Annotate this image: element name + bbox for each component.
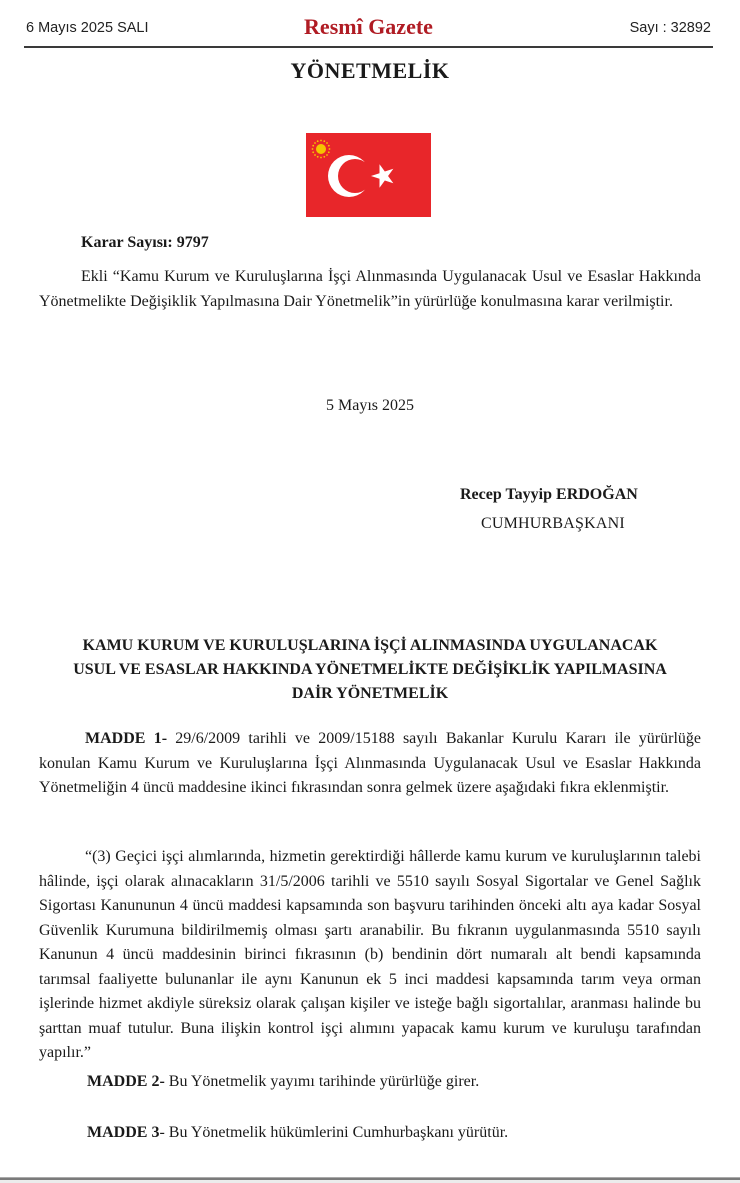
turkish-presidential-flag-icon — [306, 133, 431, 217]
issue-number: Sayı : 32892 — [629, 20, 711, 36]
signature-date: 5 Mayıs 2025 — [326, 397, 414, 414]
added-paragraph: “(3) Geçici işçi alımlarında, hizmetin gerektirdiği hâllerde kamu kurum ve kuruluşlarının talebi hâlinde, işçi olarak alınacakların 31/5/2006 tarihli ve 5510 sayılı Sosyal Sigortalar ve Genel Sağlık Sigortası Kanununun 4 üncü maddesi kapsamında son başvuru tarihinden önceki altı aya kadar Sosyal Güvenlik Kurumuna bildirilmemiş olması şartı aranabilir. Bu fıkranın uygulanmasında 5510 sayılı Kanunun 4 üncü maddesinin birinci fıkrasının (b) bendinin dört numaralı alt bendi kapsamında tarımsal faaliyette bulunanlar ile aynı Kanunun ek 5 inci maddesi kapsamında tarım veya orman işlerinde hizmet akdiyle süreksiz olarak çalışan kişiler ve isteğe bağlı sigortalılar, aranması halinde bu şarttan muaf tutulur. Buna ilişkin kontrol işçi alımını yapacak kamu kurum ve kuruluşu tarafından yapılır.” — [39, 848, 701, 1061]
regulation-title-line: DAİR YÖNETMELİK — [291, 685, 449, 702]
gazette-title: Resmî Gazete — [304, 14, 433, 39]
regulation-title-line: KAMU KURUM VE KURULUŞLARINA İŞÇİ ALINMASINDA UYGULANACAK — [82, 637, 658, 654]
article-label: MADDE 2- — [87, 1073, 165, 1090]
article-label: MADDE 3 — [87, 1124, 160, 1141]
intro-paragraph: Ekli “Kamu Kurum ve Kuruluşlarına İşçi Alınmasında Uygulanacak Usul ve Esaslar Hakkında Yönetmelikte Değişiklik Yapılmasına Dair Yönetmelik”in yürürlüğe konulmasına karar verilmiştir. — [39, 268, 701, 310]
decision-number: Karar Sayısı: 9797 — [81, 234, 209, 251]
article-text: 29/6/2009 tarihli ve 2009/15188 sayılı Bakanlar Kurulu Kararı ile yürürlüğe konulan Kamu Kurum ve Kuruluşlarına İşçi Alınmasında Uygulanacak Usul ve Esaslar Hakkında Yönetmeliğin 4 üncü maddesine ikinci fıkrasından sonra gelmek üzere aşağıdaki fıkra eklenmiştir. — [39, 730, 702, 796]
article-1 — [39, 727, 701, 801]
publication-date: 6 Mayıs 2025 SALI — [26, 20, 149, 36]
signer-title: CUMHURBAŞKANI — [481, 515, 625, 532]
article-3 — [87, 1124, 508, 1142]
regulation-title — [20, 634, 720, 706]
article-2 — [87, 1073, 479, 1091]
article-label: MADDE 1- — [85, 730, 168, 747]
article-text: Bu Yönetmelik yayımı tarihinde yürürlüğe girer. — [164, 1073, 480, 1090]
document-type-heading: YÖNETMELİK — [290, 58, 450, 83]
signer-name: Recep Tayyip ERDOĞAN — [460, 486, 638, 503]
gazette-header — [24, 14, 713, 48]
article-text: - Bu Yönetmelik hükümlerini Cumhurbaşkanı yürütür. — [159, 1124, 509, 1141]
regulation-title-line: USUL VE ESASLAR HAKKINDA YÖNETMELİKTE DEĞİŞİKLİK YAPILMASINA — [73, 661, 667, 678]
